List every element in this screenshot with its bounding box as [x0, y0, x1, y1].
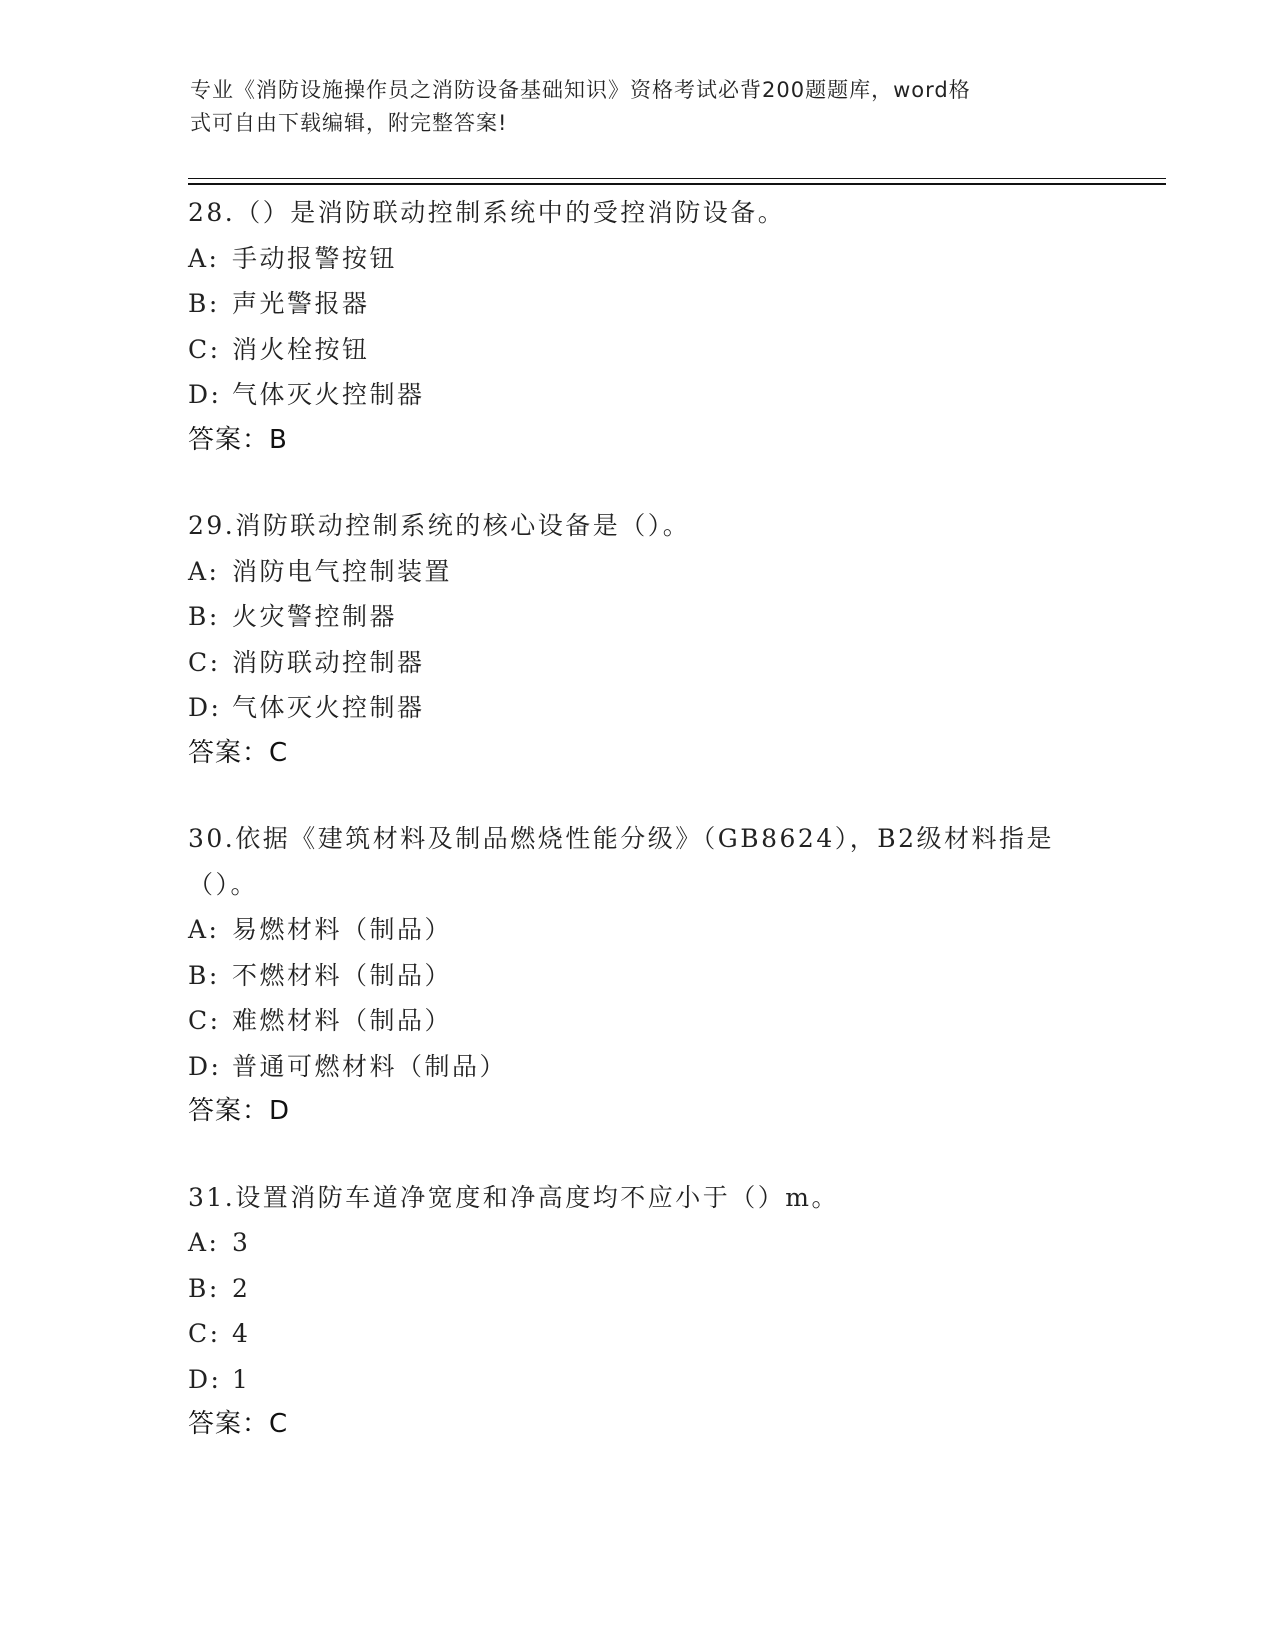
option-text: 消火栓按钮 [232, 334, 370, 364]
question-number: 28. [188, 198, 236, 227]
option-d [188, 685, 1088, 731]
option-key: D: [188, 1051, 222, 1081]
question-number: 30. [188, 824, 236, 853]
option-key: A: [188, 915, 220, 944]
option-key: D: [188, 693, 222, 722]
option-b [188, 281, 1088, 327]
question-stem-continuation: （）。 [188, 869, 259, 899]
option-text: 4 [232, 1319, 251, 1348]
option-key: A: [188, 1228, 220, 1257]
option-b [188, 594, 1088, 640]
question-30 [188, 816, 1088, 1135]
option-text: 2 [232, 1273, 251, 1303]
option-text: 1 [232, 1364, 251, 1394]
question-31 [188, 1175, 1088, 1448]
option-key: C: [188, 1006, 221, 1035]
option-a [188, 1220, 1088, 1266]
answer-line: 答案：C [188, 737, 289, 768]
question-text: 依据《建筑材料及制品燃烧性能分级》（GB8624），B2级材料指是 [235, 824, 1055, 853]
option-d [188, 372, 1088, 418]
option-text: 声光警报器 [232, 289, 370, 318]
option-text: 易燃材料（制品） [232, 915, 453, 944]
answer-line: 答案：D [188, 1096, 291, 1126]
option-a [188, 549, 1088, 595]
option-b [188, 1266, 1088, 1312]
answer-line: 答案：C [188, 1409, 289, 1439]
header-line-2: 式可自由下载编辑，附完整答案! [190, 111, 508, 135]
option-key: B: [188, 1273, 220, 1303]
option-d [188, 1044, 1088, 1090]
option-text: 难燃材料（制品） [232, 1006, 453, 1035]
option-b [188, 953, 1088, 999]
option-text: 不燃材料（制品） [232, 960, 453, 990]
option-text: 普通可燃材料（制品） [232, 1051, 508, 1081]
question-28 [188, 190, 1088, 463]
option-d [188, 1357, 1088, 1403]
document-header [190, 74, 1070, 140]
option-text: 火灾警控制器 [232, 602, 398, 631]
question-number: 31. [188, 1182, 236, 1212]
question-text: 设置消防车道净宽度和净高度均不应小于（）m。 [235, 1182, 839, 1212]
option-key: C: [188, 647, 221, 677]
option-a [188, 907, 1088, 953]
question-stem [188, 1175, 1088, 1221]
option-key: C: [188, 334, 221, 364]
option-text: 气体灭火控制器 [232, 380, 425, 409]
option-key: A: [188, 243, 220, 273]
question-list [188, 190, 1088, 1488]
option-text: 消防电气控制装置 [232, 556, 453, 586]
option-text: 消防联动控制器 [232, 647, 425, 677]
option-key: A: [188, 556, 220, 586]
answer-line: 答案：B [188, 424, 288, 455]
question-text: 消防联动控制系统的核心设备是（）。 [235, 511, 691, 540]
option-c [188, 1311, 1088, 1357]
option-text: 气体灭火控制器 [232, 693, 425, 722]
option-c [188, 640, 1088, 686]
option-c [188, 327, 1088, 373]
question-text: （）是消防联动控制系统中的受控消防设备。 [235, 198, 786, 227]
option-text: 3 [232, 1228, 251, 1257]
option-text: 手动报警按钮 [232, 243, 398, 273]
option-key: C: [188, 1319, 221, 1348]
option-c [188, 998, 1088, 1044]
question-stem [188, 190, 1088, 236]
option-key: D: [188, 1364, 222, 1394]
option-key: B: [188, 289, 220, 318]
question-29 [188, 503, 1088, 776]
question-stem [188, 503, 1088, 549]
option-key: D: [188, 380, 222, 409]
option-key: B: [188, 960, 220, 990]
header-line-1: 专业《消防设施操作员之消防设备基础知识》资格考试必背200题题库，word格 [190, 78, 971, 102]
header-divider-bottom [188, 183, 1166, 185]
option-a [188, 236, 1088, 282]
header-divider-top [188, 178, 1166, 179]
question-stem [188, 816, 1088, 862]
question-number: 29. [188, 511, 236, 540]
option-key: B: [188, 602, 220, 631]
